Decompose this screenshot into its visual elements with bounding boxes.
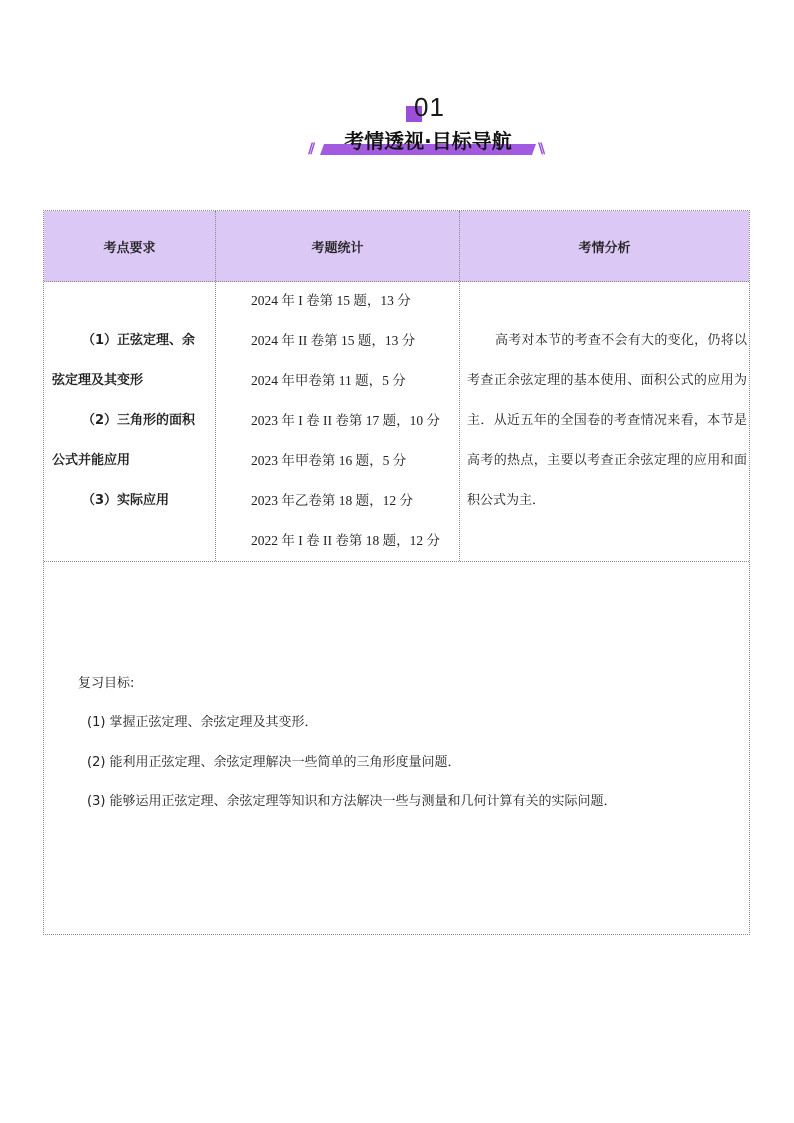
requirement-line: （1）正弦定理、余 [82, 333, 196, 348]
right-decoration: \\ [538, 141, 543, 157]
row-divider [44, 561, 749, 562]
requirement-line: 公式并能应用 [52, 453, 131, 468]
header-statistics: 考题统计 [311, 240, 364, 256]
analysis-text: 高考对本节的考查不会有大的变化，仍将以考查正余弦定理的基本使用、面积公式的应用为主．从近五年的全国卷的考查情况来看，本节是高考的热点，主要以考查正余弦定理的应用和面积公式为主． [467, 333, 747, 508]
statistic-item: 2024 年甲卷第 11 题，5 分 [251, 373, 406, 388]
section-number: 01 [414, 92, 445, 122]
exam-analysis-table [43, 210, 750, 935]
statistic-item: 2024 年 II 卷第 15 题，13 分 [251, 333, 416, 348]
statistic-item: 2023 年乙卷第 18 题，12 分 [251, 493, 413, 508]
statistic-item: 2023 年甲卷第 16 题，5 分 [251, 453, 407, 468]
goal-item: (2) 能利用正弦定理、余弦定理解决一些简单的三角形度量问题． [87, 755, 461, 770]
goal-item: (3) 能够运用正弦定理、余弦定理等知识和方法解决一些与测量和几何计算有关的实际问题． [87, 794, 617, 809]
header-requirements: 考点要求 [103, 240, 156, 256]
header-analysis: 考情分析 [578, 240, 631, 256]
requirements-cell [52, 321, 212, 521]
requirement-line: 弦定理及其变形 [52, 373, 144, 388]
statistic-item: 2022 年 I 卷 II 卷第 18 题，12 分 [251, 533, 440, 548]
goal-item: (1) 掌握正弦定理、余弦定理及其变形． [87, 715, 318, 730]
statistic-item: 2023 年 I 卷 II 卷第 17 题，10 分 [251, 413, 440, 428]
section-title: 考情透视·目标导航 [344, 129, 512, 153]
left-decoration: // [308, 141, 313, 157]
requirement-line: （2）三角形的面积 [82, 413, 196, 428]
requirement-line: （3）实际应用 [82, 493, 170, 508]
statistic-item: 2024 年 I 卷第 15 题，13 分 [251, 293, 411, 308]
analysis-cell [467, 321, 747, 521]
statistics-cell [251, 281, 481, 561]
goals-title: 复习目标: [78, 676, 135, 691]
